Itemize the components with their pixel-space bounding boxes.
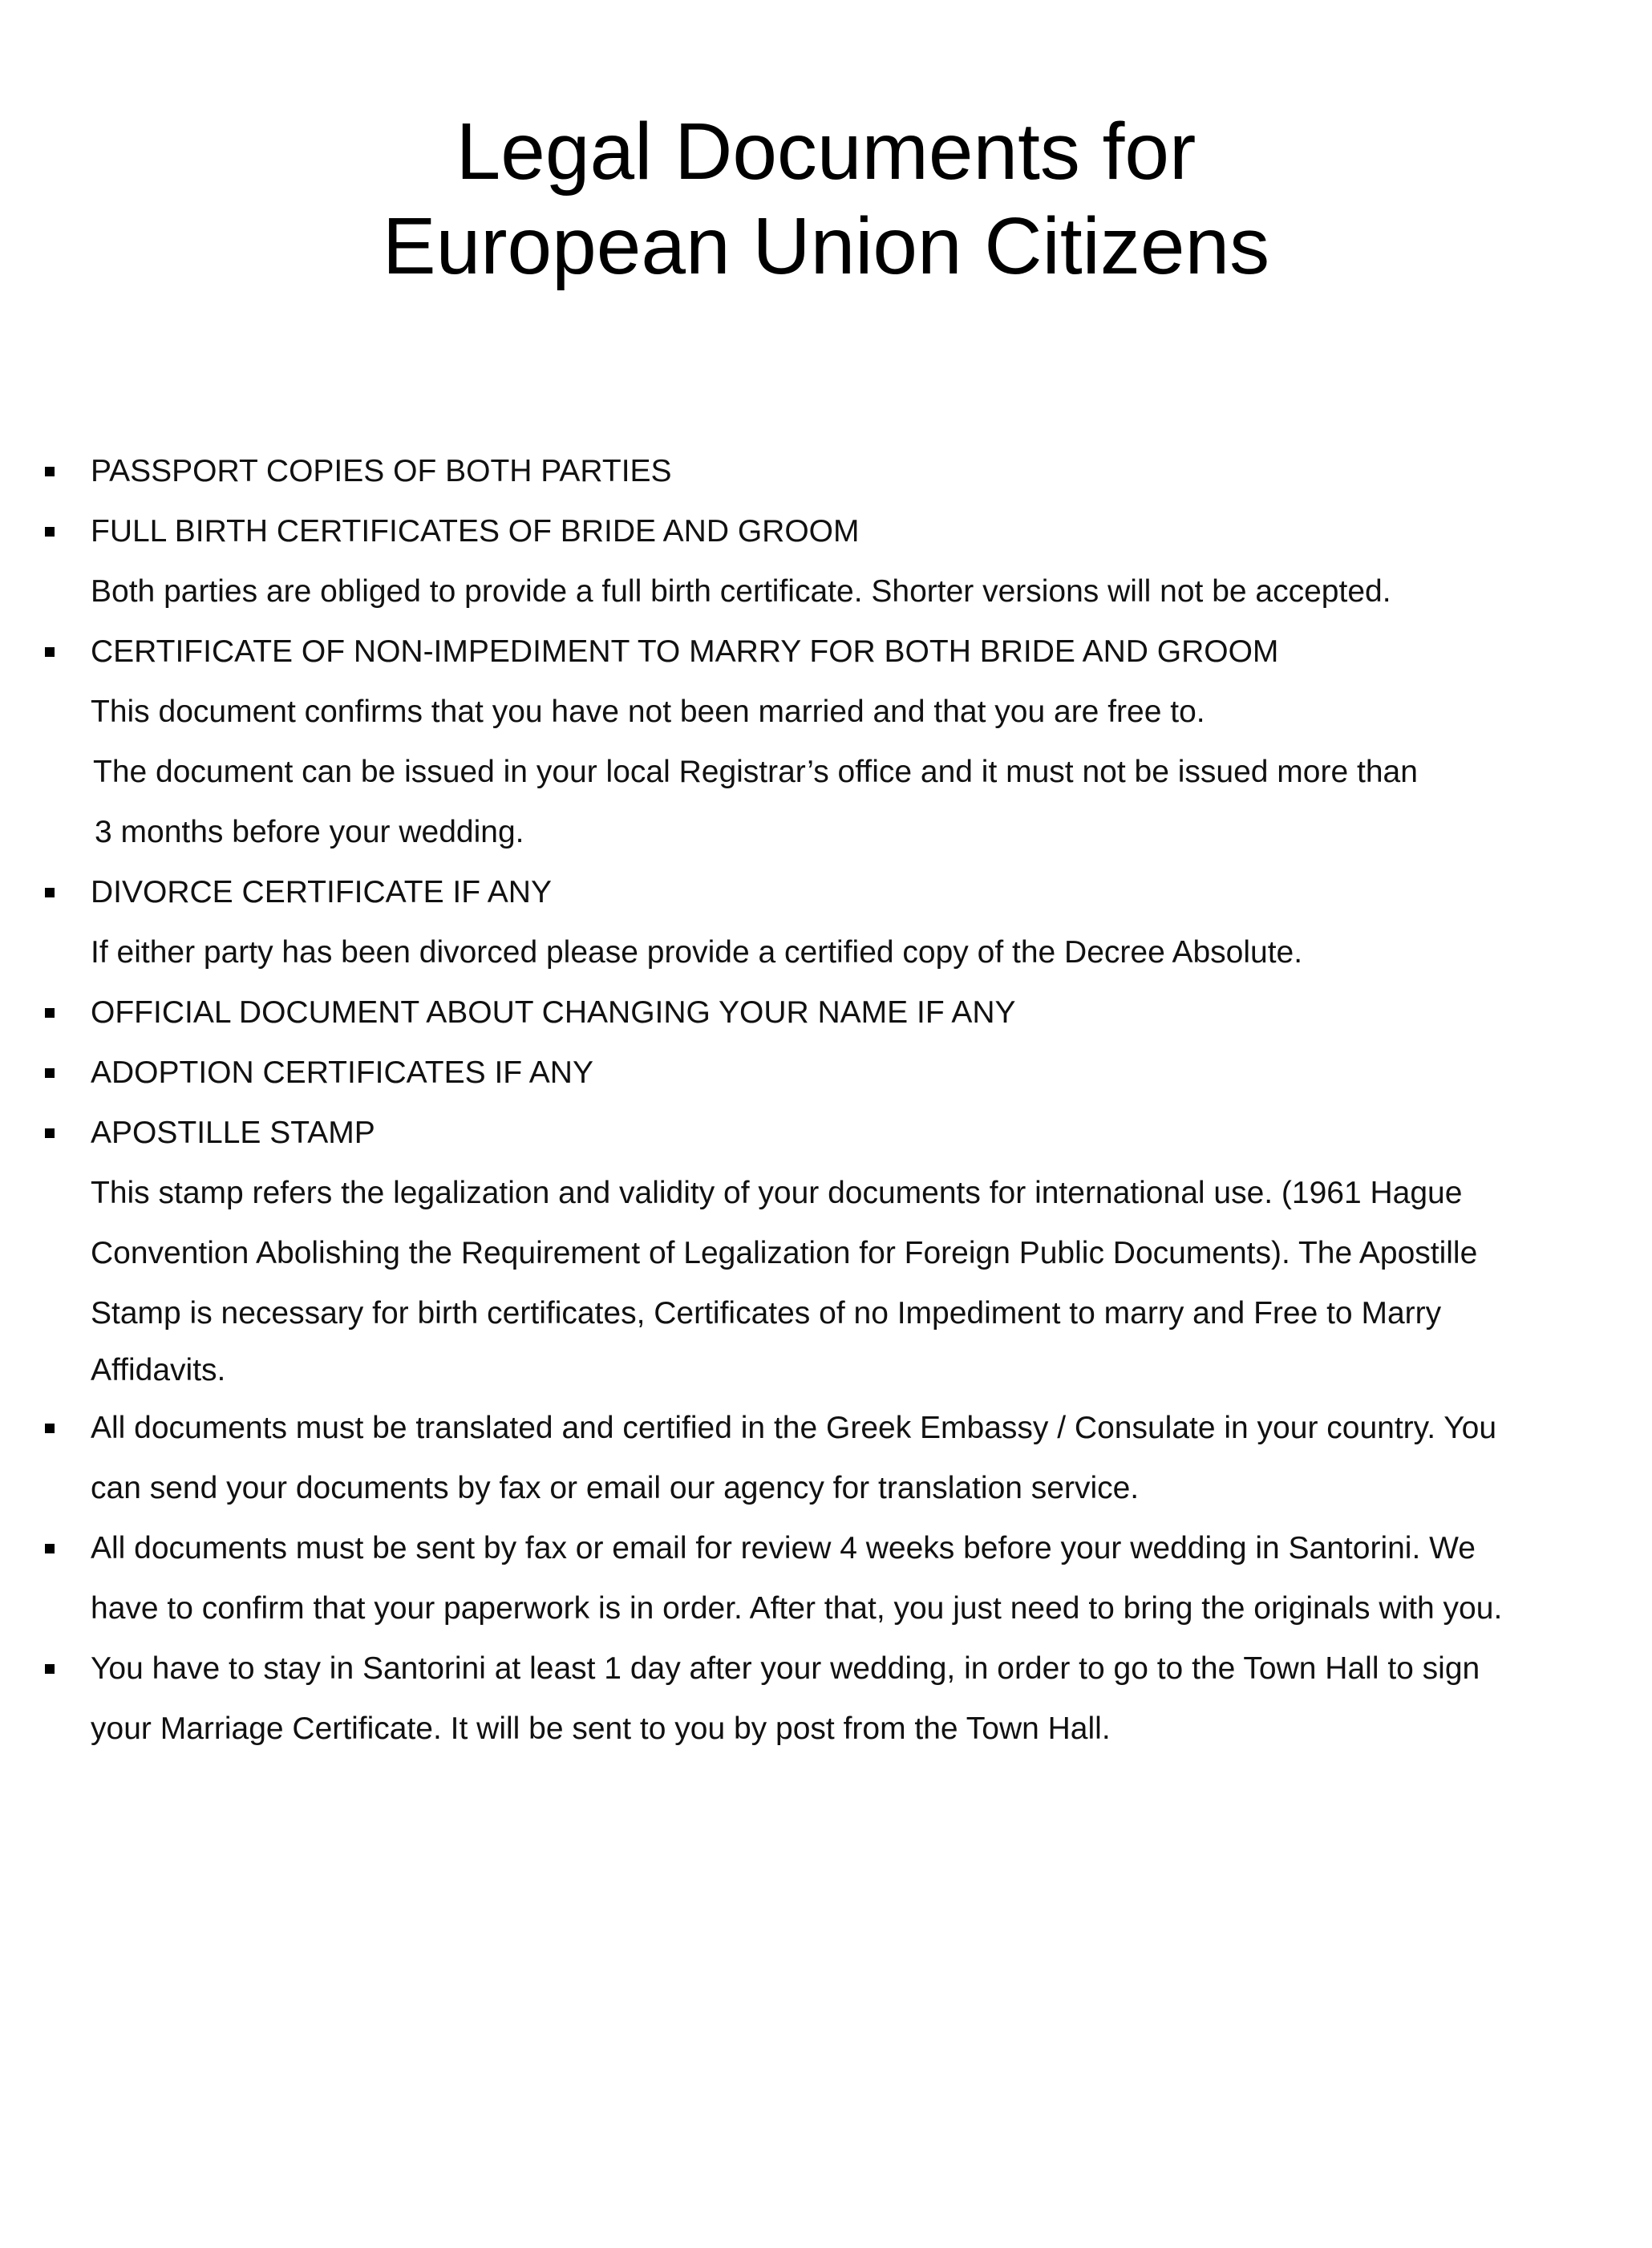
title-line-2: European Union Citizens	[382, 201, 1270, 291]
list-item-adoption	[0, 1043, 1652, 1103]
item-text: your Marriage Certificate. It will be sent to you by post from the Town Hall.	[91, 1711, 1111, 1746]
requirements-list	[0, 441, 1652, 1759]
item-description: If either party has been divorced please provide a certified copy of the Decree Absolute.	[91, 935, 1303, 970]
square-bullet-icon	[45, 1424, 55, 1433]
square-bullet-icon	[45, 888, 55, 897]
square-bullet-icon	[45, 647, 55, 657]
item-description: This document confirms that you have not been married and that you are free to.	[91, 695, 1205, 729]
item-heading: APOSTILLE STAMP	[91, 1116, 375, 1150]
item-text: can send your documents by fax or email our agency for translation service.	[91, 1471, 1140, 1505]
square-bullet-icon	[45, 1008, 55, 1018]
item-heading: FULL BIRTH CERTIFICATES OF BRIDE AND GROOM	[91, 514, 860, 549]
list-item-birth-certificates	[0, 501, 1652, 622]
square-bullet-icon	[45, 1068, 55, 1078]
list-item-apostille	[0, 1103, 1652, 1398]
item-heading: DIVORCE CERTIFICATE IF ANY	[91, 875, 552, 909]
item-description: Affidavits.	[91, 1353, 226, 1387]
item-description: Both parties are obliged to provide a full birth certificate. Shorter versions will not be accepted.	[91, 574, 1391, 609]
list-item-non-impediment	[0, 622, 1652, 862]
item-heading: PASSPORT COPIES OF BOTH PARTIES	[91, 454, 672, 488]
square-bullet-icon	[45, 527, 55, 537]
list-item-passport	[0, 441, 1652, 501]
item-heading: OFFICIAL DOCUMENT ABOUT CHANGING YOUR NAME IF ANY	[91, 995, 1016, 1030]
list-item-divorce	[0, 862, 1652, 982]
item-heading: ADOPTION CERTIFICATES IF ANY	[91, 1055, 593, 1090]
item-text: You have to stay in Santorini at least 1 day after your wedding, in order to go to the Town Hall to sign	[91, 1651, 1480, 1686]
item-heading: CERTIFICATE OF NON-IMPEDIMENT TO MARRY FOR BOTH BRIDE AND GROOM	[91, 634, 1279, 669]
item-text: All documents must be sent by fax or email for review 4 weeks before your wedding in Santorini. We	[91, 1531, 1476, 1565]
title-line-1: Legal Documents for	[456, 107, 1196, 196]
item-description: The document can be issued in your local Registrar’s office and it must not be issued more than	[93, 755, 1418, 789]
item-text: have to confirm that your paperwork is in order. After that, you just need to bring the originals with you.	[91, 1591, 1503, 1626]
item-description: 3 months before your wedding.	[95, 815, 524, 849]
item-description: Stamp is necessary for birth certificates, Certificates of no Impediment to marry and Free to Marry	[91, 1296, 1442, 1331]
square-bullet-icon	[45, 1544, 55, 1553]
list-item-name-change	[0, 982, 1652, 1043]
page-title	[0, 104, 1652, 294]
list-item-review	[0, 1518, 1652, 1638]
square-bullet-icon	[45, 467, 55, 476]
item-description: This stamp refers the legalization and validity of your documents for international use. (1961 Hague	[91, 1176, 1463, 1210]
square-bullet-icon	[45, 1128, 55, 1138]
list-item-stay	[0, 1638, 1652, 1759]
list-item-translation	[0, 1398, 1652, 1518]
item-description: Convention Abolishing the Requirement of Legalization for Foreign Public Documents). The Apostille	[91, 1236, 1478, 1270]
square-bullet-icon	[45, 1664, 55, 1674]
item-text: All documents must be translated and certified in the Greek Embassy / Consulate in your country. You	[91, 1411, 1497, 1445]
